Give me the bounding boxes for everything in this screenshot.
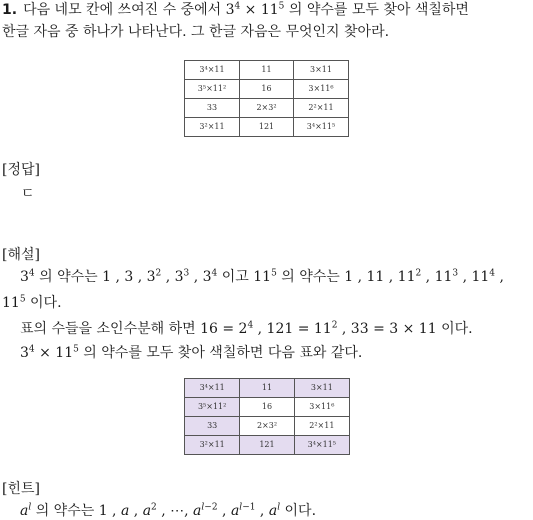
problem-text-b: 의 약수를 모두 찾아 색칠하면 xyxy=(288,2,469,18)
grid-cell: 16 xyxy=(240,80,294,99)
number-grid xyxy=(184,60,349,137)
grid-row xyxy=(185,398,350,417)
grid-cell: 16 xyxy=(240,398,294,417)
grid-cell-colored: 121 xyxy=(240,436,294,455)
grid-row xyxy=(185,417,350,436)
grid-row xyxy=(185,61,349,80)
grid-cell: 3×11⁶ xyxy=(294,80,349,99)
grid-row xyxy=(185,99,349,118)
answer-label: [정답] xyxy=(2,162,40,178)
grid-cell-colored: 3²×11 xyxy=(185,436,240,455)
grid-cell-colored: 3⁴×11⁵ xyxy=(294,436,349,455)
grid-cell: 33 xyxy=(185,99,240,118)
problem-line-2: 한글 자음 중 하나가 나타난다. 그 한글 자음은 무엇인지 찾아라. xyxy=(2,24,390,40)
grid-cell-colored: 3×11 xyxy=(294,379,349,398)
grid-cell-colored: 3⁵×11² xyxy=(185,398,240,417)
grid-cell: 3⁴×11 xyxy=(185,61,240,80)
explanation-line-1: $3^4$ 의 약수는 1 , 3 , $3^2$ , $3^3$ , $3^4$ 이고 $11^5$ 의 약수는 1 , 11 , $11^2$ , $11^3$ , $11^4$ , xyxy=(20,268,504,285)
grid-cell-colored: 33 xyxy=(185,417,240,436)
grid-cell: 3×11⁶ xyxy=(294,398,349,417)
grid-cell: 2×3² xyxy=(240,99,294,118)
grid-cell: 2×3² xyxy=(240,417,294,436)
grid-cell-colored: 3⁴×11 xyxy=(185,379,240,398)
explanation-line-3: 표의 수들을 소인수분해 하면 $16 = 2^4$ , $121 = 11^2$ , 33 = 3 × 11 이다. xyxy=(20,320,473,337)
explanation-line-2: $11^5$ 이다. xyxy=(2,294,62,311)
grid-cell: 121 xyxy=(240,118,294,137)
grid-cell-colored: 11 xyxy=(240,379,294,398)
hint-label: [힌트] xyxy=(2,481,40,497)
grid-cell: 11 xyxy=(240,61,294,80)
problem-number: 1. xyxy=(2,2,18,18)
explanation-label: [해설] xyxy=(2,247,40,263)
problem-text-a: 다음 네모 칸에 쓰여진 수 중에서 xyxy=(23,2,222,18)
grid-cell: 2²×11 xyxy=(294,417,349,436)
grid-cell: 3⁵×11² xyxy=(185,80,240,99)
grid-row xyxy=(185,118,349,137)
hint-line: $a^l$ 의 약수는 1 , a , $a^2$ , ⋯, $a^{l-2}$ , $a^{l-1}$ , $a^l$ 이다. xyxy=(20,502,317,519)
colored-grid xyxy=(184,378,350,455)
explanation-line-4: $3^4 \times 11^5$ 의 약수를 모두 찾아 색칠하면 다음 표와 같다. xyxy=(20,344,363,361)
grid-row xyxy=(185,80,349,99)
grid-cell: 2²×11 xyxy=(294,99,349,118)
problem-line-1: 1. 다음 네모 칸에 쓰여진 수 중에서 $3^4 \times 11^5$ 의 약수를 모두 찾아 색칠하면 xyxy=(2,1,469,18)
grid-cell: 3²×11 xyxy=(185,118,240,137)
grid-row xyxy=(185,436,350,455)
answer-value: ㄷ xyxy=(21,186,35,202)
grid-row xyxy=(185,379,350,398)
grid-cell: 3×11 xyxy=(294,61,349,80)
grid-cell: 3⁴×11⁵ xyxy=(294,118,349,137)
